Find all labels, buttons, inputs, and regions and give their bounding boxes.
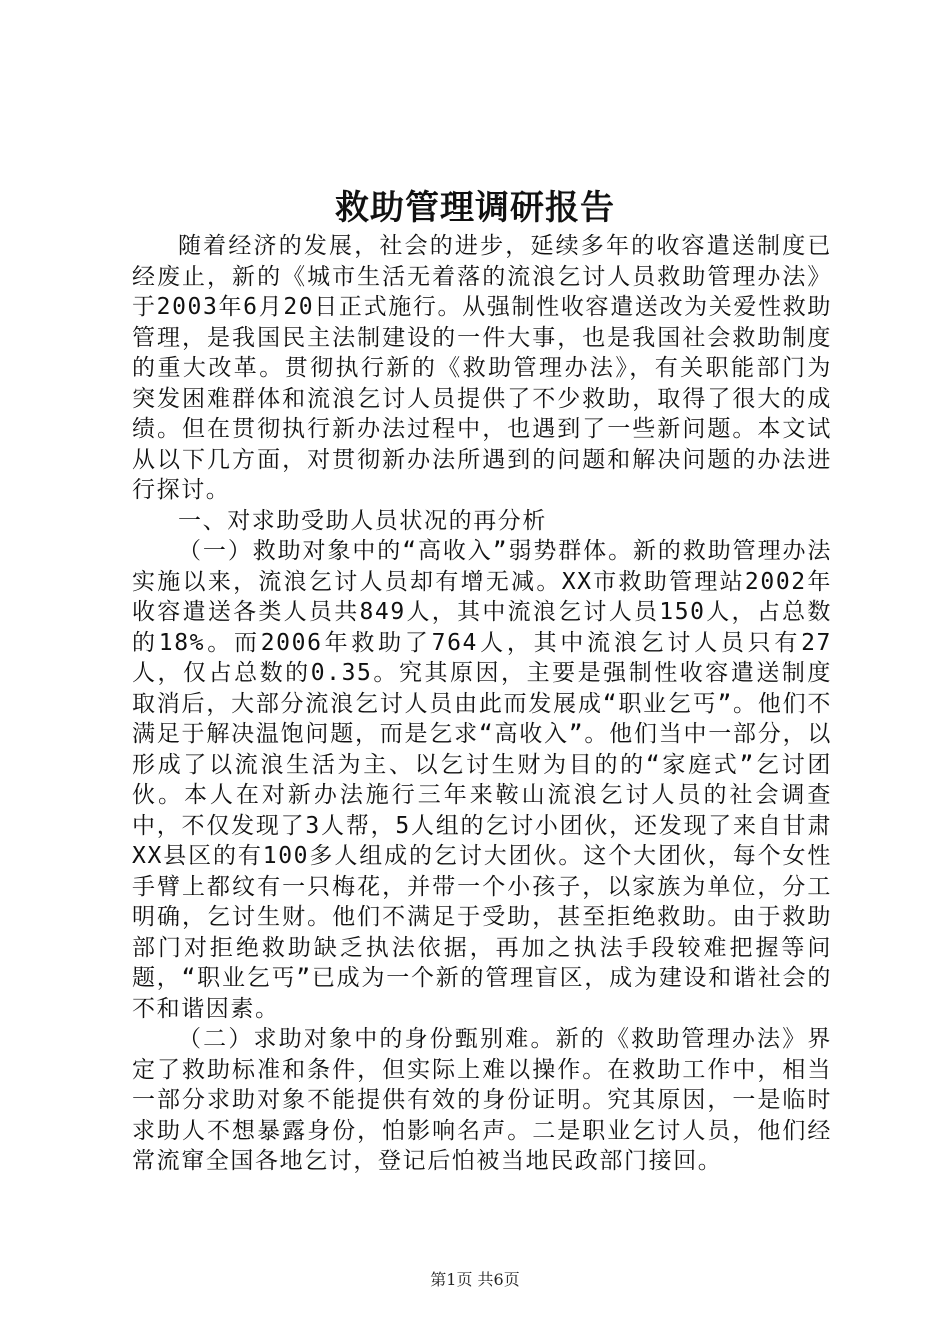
section-heading-1: 一、对求助受助人员状况的再分析 (178, 507, 547, 534)
intro-paragraph: 随着经济的发展，社会的进步，延续多年的收容遣送制度已经废止，新的《城市生活无着落的流浪乞讨人员救助管理办法》于2003年6月20日正式施行。从强制性收容遣送改为关爱性救助管理，是我国民主法制建设的一件大事，也是我国社会救助制度的重大改革。贯彻执行新的《救助管理办法》，有关职能部门为突发困难群体和流浪乞讨人员提供了不少救助，取得了很大的成绩。但在贯彻执行新办法过程中，也遇到了一些新问题。本文试从以下几方面，对贯彻新办法所遇到的问题和解决问题的办法进行探讨。 (132, 233, 832, 503)
document-body (132, 231, 832, 1177)
subsection-paragraph-1: （一）救助对象中的“高收入”弱势群体。新的救助管理办法实施以来，流浪乞讨人员却有增无减。XX市救助管理站2002年收容遣送各类人员共849人，其中流浪乞讨人员150人，占总数的18%。而2006年救助了764人，其中流浪乞讨人员只有27人，仅占总数的0.35。究其原因，主要是强制性收容遣送制度取消后，大部分流浪乞讨人员由此而发展成“职业乞丐”。他们不满足于解决温饱问题，而是乞求“高收入”。他们当中一部分，以形成了以流浪生活为主、以乞讨生财为目的的“家庭式”乞讨团伙。本人在对新办法施行三年来鞍山流浪乞讨人员的社会调查中，不仅发现了3人帮，5人组的乞讨小团伙，还发现了来自甘肃XX县区的有100多人组成的乞讨大团伙。这个大团伙，每个女性手臂上都纹有一只梅花，并带一个小孩子，以家族为单位，分工明确，乞讨生财。他们不满足于受助，甚至拒绝救助。由于救助部门对拒绝救助缺乏执法依据，再加之执法手段较难把握等问题，“职业乞丐”已成为一个新的管理盲区，成为建设和谐社会的不和谐因素。 (132, 538, 832, 1022)
document-title: 救助管理调研报告 (335, 188, 615, 228)
subsection-paragraph-2: （二）求助对象中的身份甄别难。新的《救助管理办法》界定了救助标准和条件，但实际上难以操作。在救助工作中，相当一部分求助对象不能提供有效的身份证明。究其原因，一是临时求助人不想暴露身份，怕影响名声。二是职业乞讨人员，他们经常流窜全国各地乞讨，登记后怕被当地民政部门接回。 (132, 1026, 832, 1174)
page-footer: 第1页 共6页 (430, 1270, 520, 1289)
